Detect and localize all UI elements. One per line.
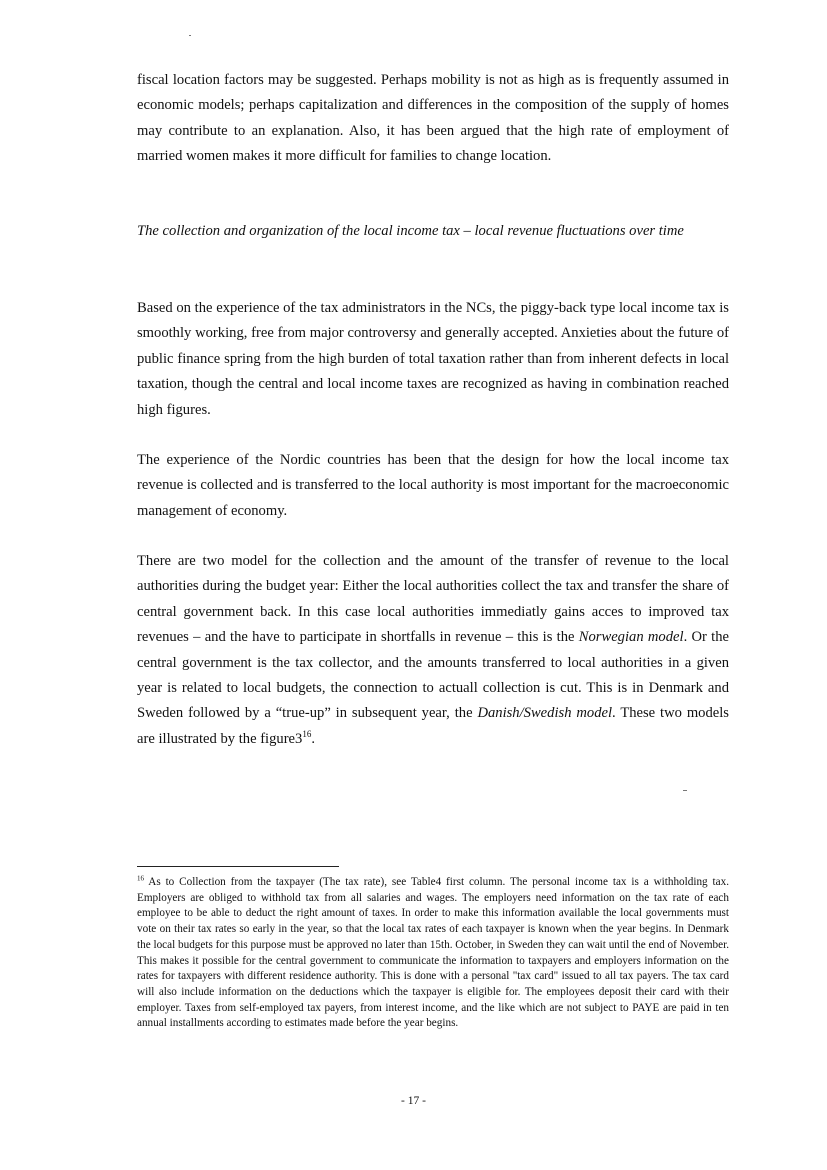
paragraph-piggy-back-tax: Based on the experience of the tax administrators in the NCs, the piggy-back type local income tax is smoothly working, free from major controversy and generally accepted. Anxieties about the future of public finance spring from the high burden of total taxation rather than from inherent defects in local taxation, though the central and local income taxes are recognized as having in combination reached high figures. — [137, 300, 729, 418]
paragraph-two-models-part-3: . These two models are illustrated by the figure3 — [137, 705, 729, 747]
footnote-reference: 16 — [302, 728, 312, 739]
paragraph-nordic-experience: The experience of the Nordic countries has been that the design for how the local income tax revenue is collected and is transferred to the local authority is most important for the macroeconomic management of economy. — [137, 452, 729, 519]
page-number: - 17 - — [401, 1095, 426, 1107]
scan-speck — [683, 790, 687, 791]
paragraph-fiscal-location: fiscal location factors may be suggested. Perhaps mobility is not as high as is frequently assumed in economic models; perhaps capitalization and differences in the composition of the supply of homes may contribute to an explanation. Also, it has been argued that the high rate of employment of married women makes it more difficult for families to change location. — [137, 72, 729, 165]
scan-speck — [189, 35, 191, 36]
norwegian-model-term: Norwegian model — [578, 629, 684, 646]
paragraph-two-models-part-1: There are two model for the collection and the amount of the transfer of revenue to the local authorities during the budget year: Either the local authorities collect the tax and transfer the share of central government back. In this case local authorities immediatly gains acces to improved tax revenues – and the have to participate in shortfalls in revenue – this is the — [137, 553, 729, 646]
paragraph-two-models — [137, 549, 729, 752]
footnote-16 — [137, 875, 729, 1032]
footnote-separator — [137, 866, 339, 867]
danish-swedish-model-term: Danish/Swedish model — [477, 705, 613, 722]
paragraph-two-models-part-4: . — [311, 730, 315, 747]
footnote-text: As to Collection from the taxpayer (The tax rate), see Table4 first column. The personal income tax is a withholding tax. Employers are obliged to withhold tax from all salaries and wages. The employers need information on the tax rate of each employee to be able to deduct the right amount of taxes. In order to make this information available the local governments must vote on their tax rates so early in the year, so that the local tax rates of each taxpayer is known when the year begins. In Denmark the local budgets for this purpose must be approved no later than 15th. October, in Sweden they can wait until the end of November. This makes it possible for the central government to communicate the information to taxpayers and employers information on the rates for taxpayers with different residence authority. This is done with a personal "tax card" issued to all tax payers. The tax card will also include information on the deductions which the taxpayer is eligible for. The employees deposit their card with their employer. Taxes from self-employed tax payers, from interest income, and the like which are not subject to PAYE are paid in ten annual installments according to estimates made before the year begins. — [137, 876, 729, 1030]
section-heading: The collection and organization of the local income tax – local revenue fluctuations over time — [137, 223, 684, 239]
paragraph-two-models-part-2: . Or the central government is the tax collector, and the amounts transferred to local authorities in a given year is related to local budgets, the connection to actuall collection is cut. This is in Denmark and Sweden followed by a “true-up” in subsequent year, the — [137, 629, 729, 722]
footnote-marker: 16 — [137, 874, 144, 883]
